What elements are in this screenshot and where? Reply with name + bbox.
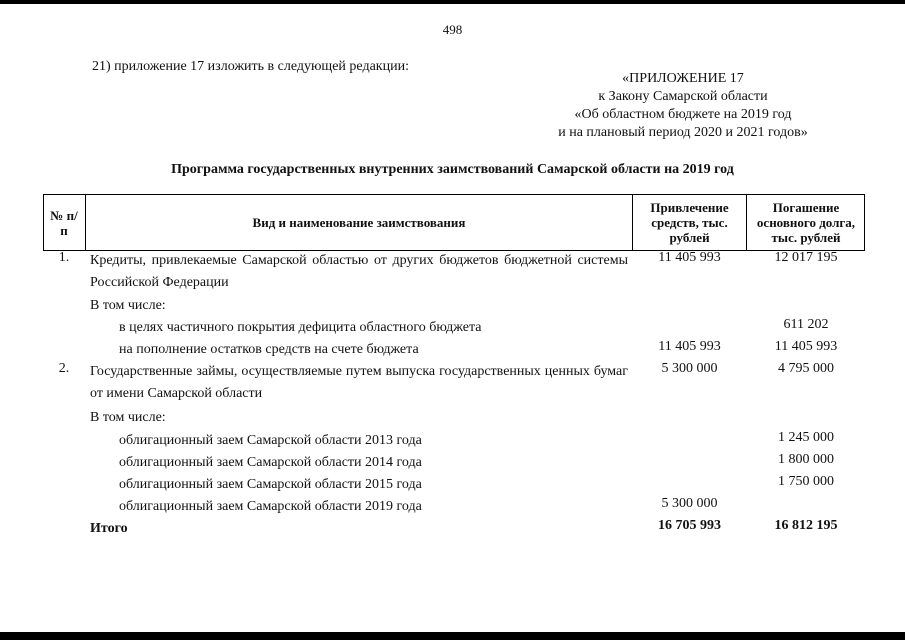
row-attraction: 11 405 993 (658, 339, 721, 354)
appendix-header (520, 70, 846, 142)
header-name: Вид и наименование заимствования (252, 215, 466, 230)
header-attraction (633, 195, 746, 250)
header-num (43, 195, 85, 250)
row-repayment: 12 017 195 (774, 250, 838, 265)
row-name: В том числе: (90, 298, 166, 313)
row-attraction: 11 405 993 (658, 250, 721, 265)
table-header-row (43, 194, 865, 251)
row-name: облигационный заем Самарской области 2015 года (119, 477, 422, 492)
row-repayment: 1 750 000 (778, 474, 834, 489)
total-attraction: 16 705 993 (658, 518, 721, 533)
row-name: облигационный заем Самарской области 2013 года (119, 433, 422, 448)
header-attraction-text: Привлечение средств, тыс. рублей (650, 200, 729, 245)
scan-top-edge (0, 0, 905, 4)
appendix-line: к Закону Самарской области (598, 89, 768, 104)
row-repayment: 4 795 000 (778, 361, 834, 376)
total-repayment: 16 812 195 (774, 518, 838, 533)
row-name: В том числе: (90, 410, 166, 425)
header-repayment (747, 195, 865, 250)
row-name: на пополнение остатков средств на счете бюджета (119, 342, 419, 357)
header-repayment-text: Погашение основного долга, тыс. рублей (756, 200, 856, 245)
row-name: в целях частичного покрытия дефицита областного бюджета (119, 320, 482, 335)
row-number: 1. (58, 250, 70, 265)
amendment-instruction: 21) приложение 17 изложить в следующей редакции: (92, 59, 409, 74)
header-border (864, 195, 865, 250)
header-num-text: № п/п (50, 207, 78, 238)
row-number: 2. (58, 361, 70, 376)
document-title: Программа государственных внутренних заимствований Самарской области на 2019 год (171, 162, 734, 177)
row-repayment: 1 245 000 (778, 430, 834, 445)
scan-bottom-edge (0, 632, 905, 640)
row-name: Кредиты, привлекаемые Самарской областью от других бюджетов бюджетной системы Российской Федерации (90, 253, 628, 290)
row-attraction: 5 300 000 (661, 496, 718, 511)
appendix-line: и на плановый период 2020 и 2021 годов» (558, 125, 808, 140)
row-name: Государственные займы, осуществляемые путем выпуска государственных ценных бумаг от имени Самарской области (90, 364, 628, 401)
page-number: 498 (442, 22, 463, 37)
row-repayment: 1 800 000 (778, 452, 834, 467)
row-attraction: 5 300 000 (661, 361, 718, 376)
borrowing-table (43, 194, 865, 536)
row-repayment: 11 405 993 (774, 339, 838, 354)
row-name: облигационный заем Самарской области 2014 года (119, 455, 422, 470)
total-label: Итого (90, 521, 128, 536)
row-name: облигационный заем Самарской области 2019 года (119, 499, 422, 514)
appendix-line: «Об областном бюджете на 2019 год (574, 107, 792, 122)
appendix-line: «ПРИЛОЖЕНИЕ 17 (622, 71, 744, 86)
row-repayment: 611 202 (783, 317, 829, 332)
